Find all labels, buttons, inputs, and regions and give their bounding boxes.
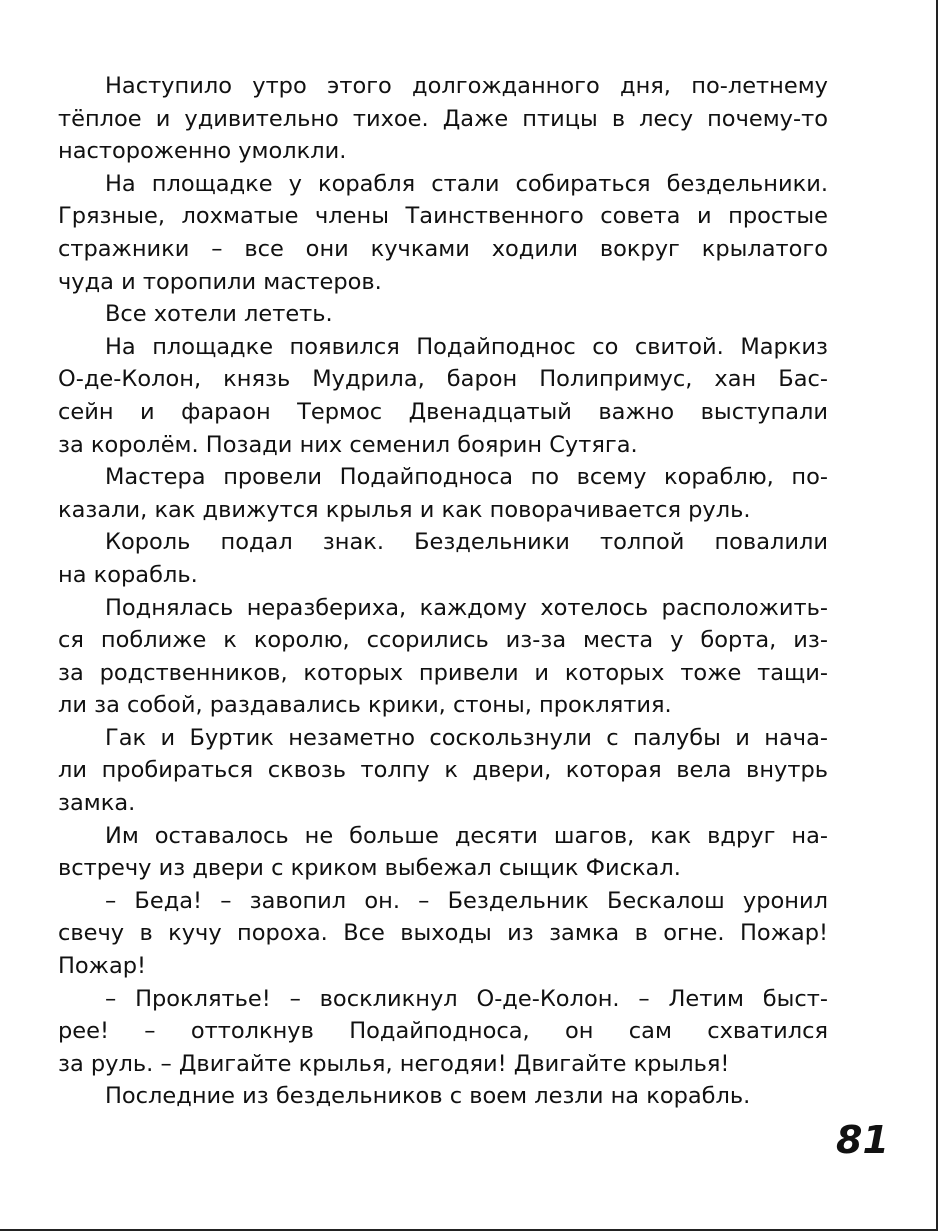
text-line: ли за собой, раздавались крики, стоны, проклятия. (58, 692, 672, 719)
text-line: Все хотели лететь. (105, 301, 333, 328)
text-line: встречу из двери с криком выбежал сыщик Фискал. (58, 855, 681, 882)
text-line: На площадке у корабля стали собираться бездельники. (105, 170, 828, 197)
text-line: сейн и фараон Термос Двенадцатый важно выступали (58, 398, 828, 425)
text-line: – Проклятье! – воскликнул О-де-Колон. – Летим быст- (105, 985, 828, 1012)
text-line: свечу в кучу пороха. Все выходы из замка в огне. Пожар! (58, 920, 828, 947)
text-line: На площадке появился Подайподнос со свитой. Маркиз (105, 333, 828, 360)
page-number: 81 (836, 1118, 889, 1162)
text-line: за королём. Позади них семенил боярин Сутяга. (58, 431, 638, 458)
text-line: ли пробираться сквозь толпу к двери, которая вела внутрь (58, 757, 828, 784)
text-line: рее! – оттолкнув Подайподноса, он сам схватился (58, 1018, 828, 1045)
text-line: Грязные, лохматые члены Таинственного совета и простые (58, 203, 828, 230)
text-line: Поднялась неразбериха, каждому хотелось расположить- (105, 594, 828, 621)
text-line: Мастера провели Подайподноса по всему кораблю, по- (105, 464, 828, 491)
text-line: Король подал знак. Бездельники толпой повалили (105, 529, 828, 556)
text-line: тёплое и удивительно тихое. Даже птицы в лесу почему-то (58, 105, 828, 132)
text-line: Гак и Буртик незаметно соскользнули с палубы и нача- (105, 724, 828, 751)
text-line: – Беда! – завопил он. – Бездельник Бескалош уронил (105, 887, 828, 914)
text-line: Последние из бездельников с воем лезли на корабль. (105, 1083, 751, 1110)
text-line: Наступило утро этого долгожданного дня, по-летнему (105, 73, 828, 99)
text-line: чуда и торопили мастеров. (58, 268, 382, 295)
text-line: стражники – все они кучками ходили вокруг крылатого (58, 235, 828, 262)
body-text (58, 70, 828, 1113)
text-line: Им оставалось не больше десяти шагов, как вдруг на- (105, 822, 828, 849)
text-line: за руль. – Двигайте крылья, негодяи! Двигайте крылья! (58, 1050, 730, 1077)
text-line: казали, как движутся крылья и как поворачивается руль. (58, 496, 751, 523)
text-line: настороженно умолкли. (58, 138, 347, 165)
text-line: на корабль. (58, 561, 198, 588)
text-line: замка. (58, 790, 136, 817)
text-line: за родственников, которых привели и которых тоже тащи- (58, 659, 828, 686)
text-line: Пожар! (58, 953, 147, 980)
text-line: О-де-Колон, князь Мудрила, барон Полипримус, хан Бас- (58, 366, 828, 393)
text-line: ся поближе к королю, ссорились из-за места у борта, из- (58, 627, 828, 654)
